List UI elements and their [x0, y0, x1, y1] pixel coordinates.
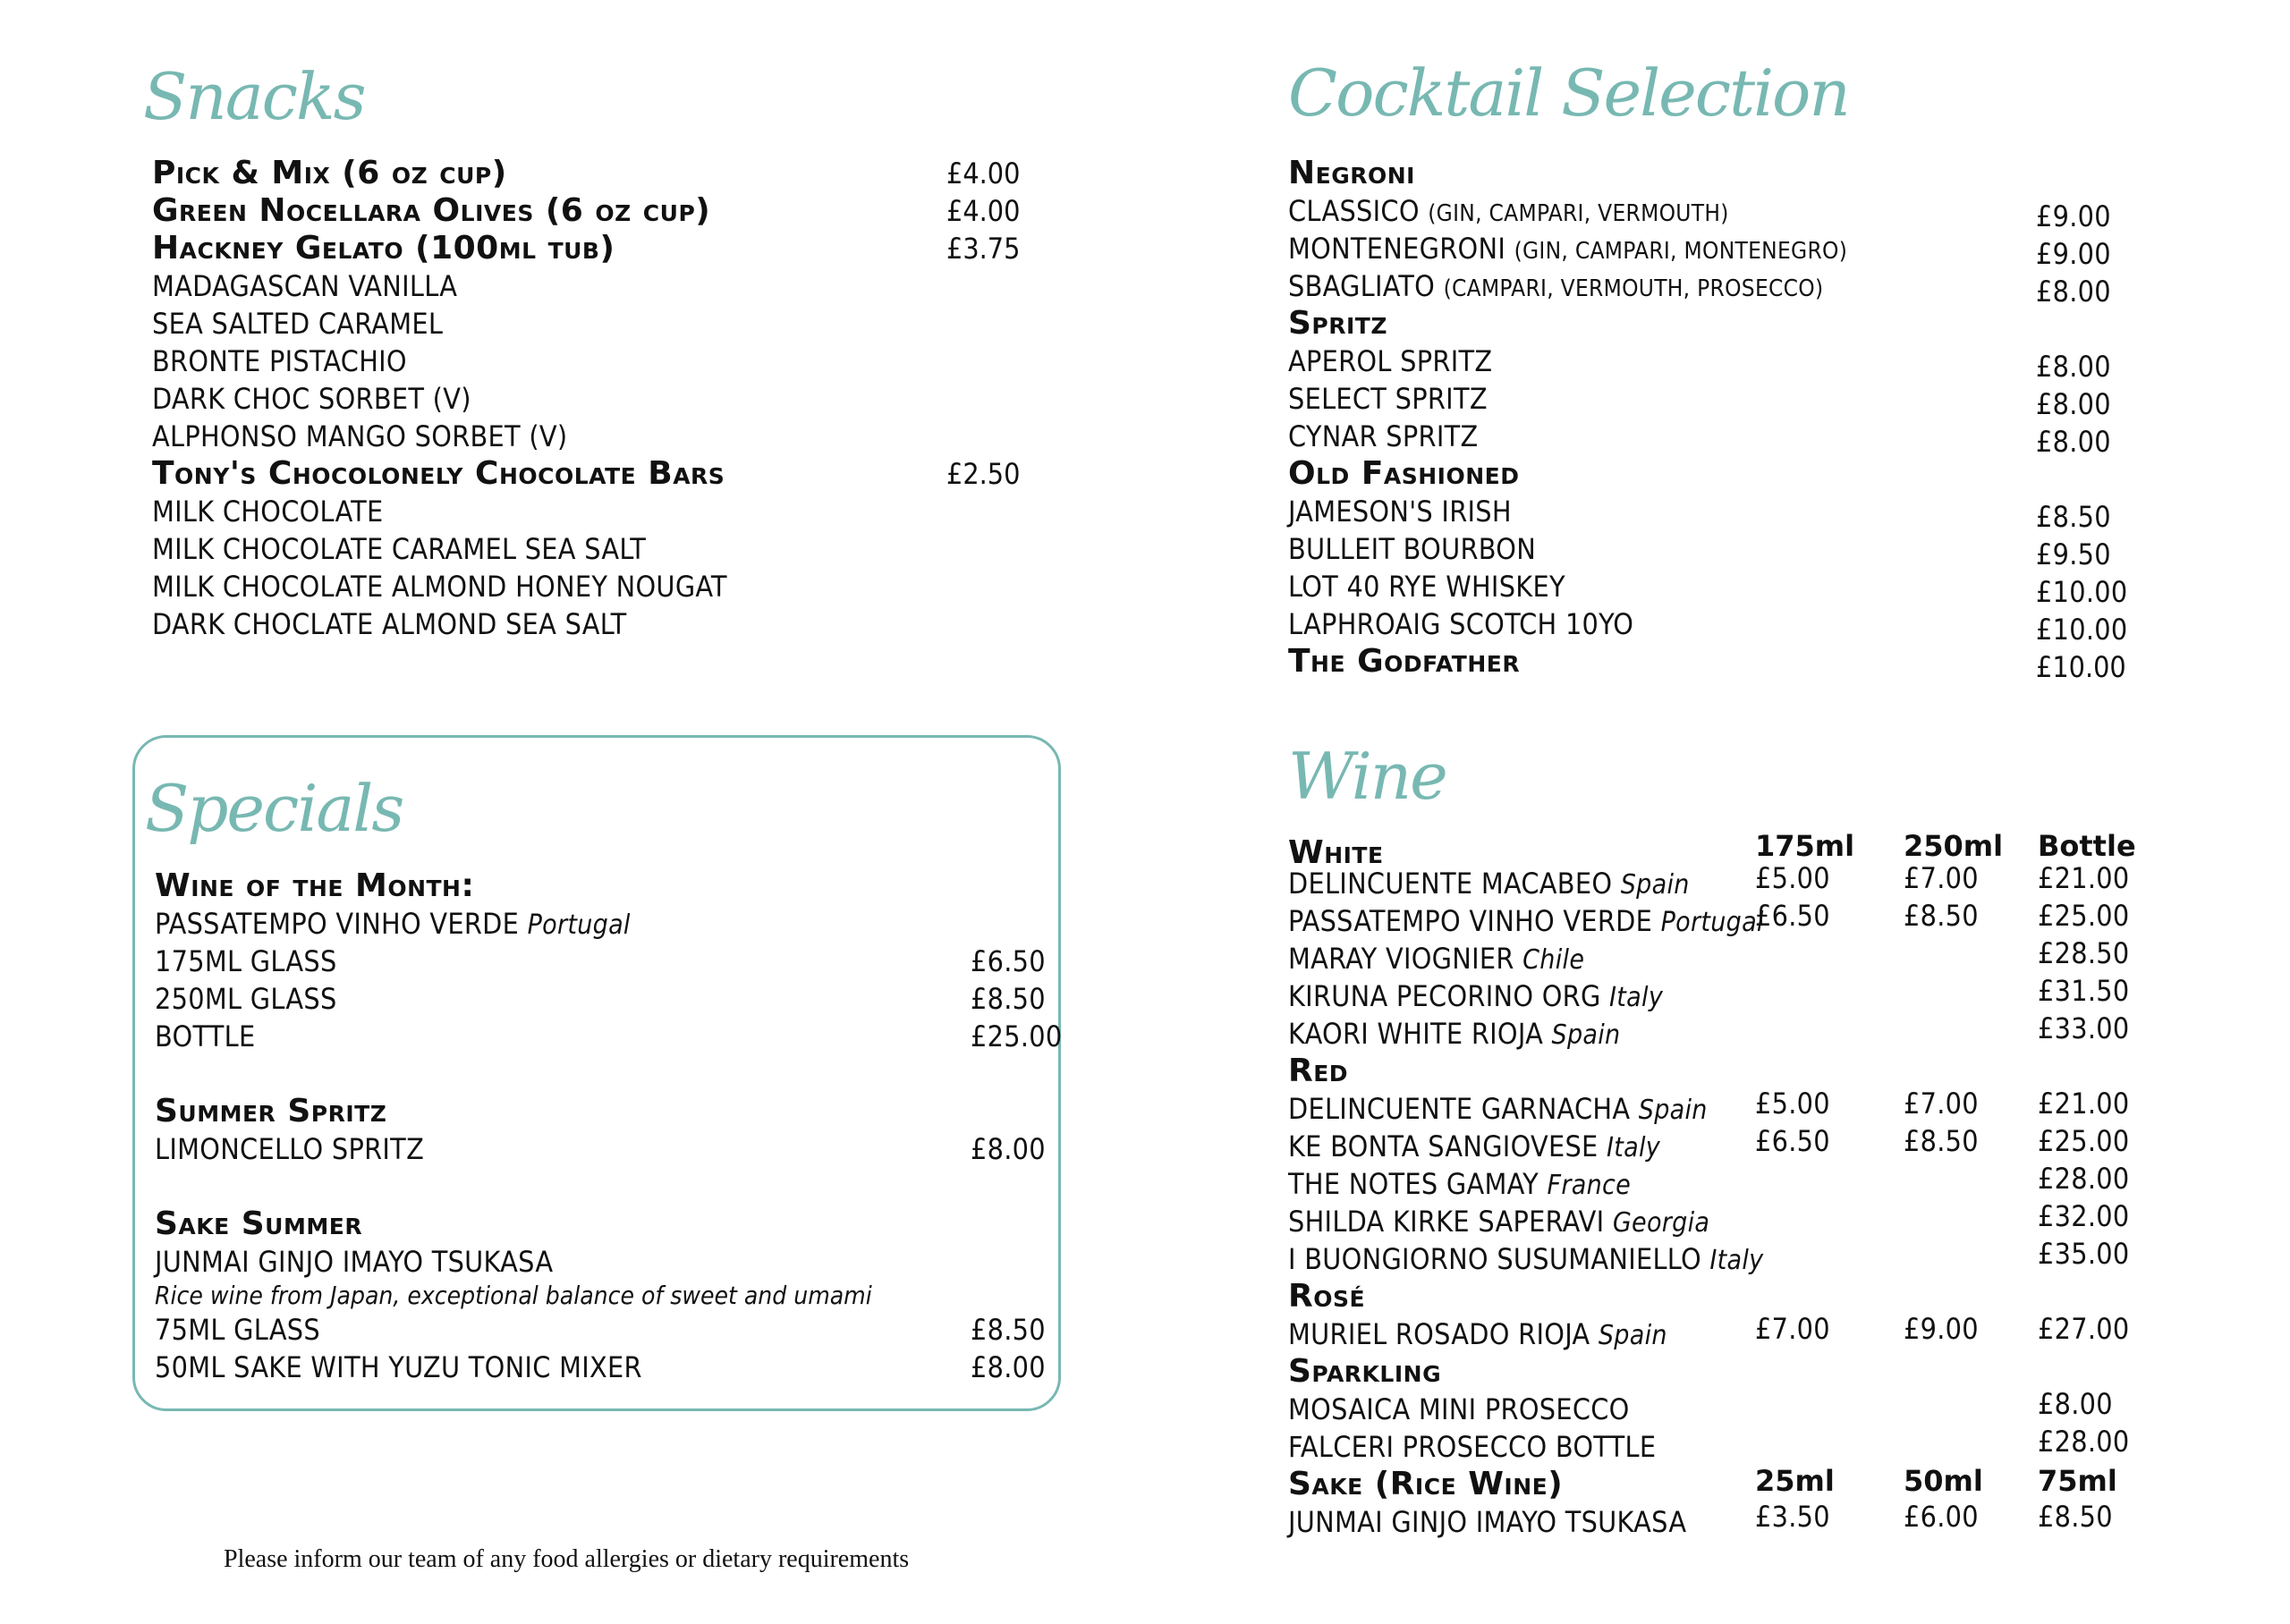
- section-heading: Negroni: [1288, 155, 1415, 191]
- menu-item: [1288, 230, 2272, 271]
- item-name: BULLEIT BOURBON: [1288, 532, 1537, 566]
- price-bottle: £28.00: [2038, 1425, 2130, 1459]
- item-name: APEROL SPRITZ: [1288, 344, 1493, 378]
- item-name: LIMONCELLO SPRITZ: [155, 1132, 425, 1166]
- item-name: Hackney Gelato (100ml tub): [152, 230, 615, 266]
- item-name: 75ML GLASS: [155, 1313, 320, 1347]
- wine-name: MARAY VIOGNIER: [1288, 942, 1514, 976]
- section-heading: Rosé: [1288, 1278, 1366, 1315]
- menu-item: [1288, 568, 2272, 609]
- item-description: (CAMPARI, VERMOUTH, PROSECCO): [1443, 275, 1824, 302]
- wine-name: PASSATEMPO VINHO VERDE: [1288, 904, 1653, 938]
- item-price: £9.00: [2036, 199, 2111, 233]
- item-name: LOT 40 RYE WHISKEY: [1288, 570, 1565, 604]
- menu-item: [1288, 493, 2272, 534]
- item-description: Rice wine from Japan, exceptional balance of sweet and umami: [155, 1281, 872, 1310]
- item-name: 175ML GLASS: [155, 944, 337, 978]
- item-price: £2.50: [946, 457, 1021, 491]
- wine-name: KAORI WHITE RIOJA: [1288, 1017, 1544, 1051]
- price-bottle: £32.00: [2038, 1199, 2130, 1233]
- table-row: [1288, 1011, 2272, 1053]
- price-bottle: £21.00: [2038, 1087, 2130, 1121]
- menu-item: [155, 905, 1049, 943]
- menu-item: [155, 943, 1049, 980]
- item-name: PASSATEMPO VINHO VERDE: [155, 907, 520, 941]
- item-price: £8.50: [971, 1313, 1046, 1347]
- column-header: Bottle: [2038, 829, 2136, 863]
- item-price: £3.75: [946, 232, 1021, 266]
- section-heading: Sake (Rice Wine): [1288, 1466, 1564, 1502]
- wine-list: [1288, 827, 2272, 1541]
- menu-item: [152, 155, 1047, 192]
- list-item: MILK CHOCOLATE: [152, 495, 384, 529]
- item-name: Tony's Chocolonely Chocolate Bars: [152, 455, 725, 492]
- item-price: £8.50: [2036, 500, 2111, 534]
- list-item: MILK CHOCOLATE CARAMEL SEA SALT: [152, 532, 647, 566]
- price-175: £5.00: [1755, 1087, 1830, 1121]
- wine-name: JUNMAI GINJO IMAYO TSUKASA: [1288, 1505, 1687, 1539]
- allergy-notice: Please inform our team of any food allergies or dietary requirements: [224, 1545, 910, 1573]
- price-250: £7.00: [1904, 861, 1979, 895]
- item-name: SELECT SPRITZ: [1288, 382, 1488, 416]
- price-bottle: £28.50: [2038, 936, 2130, 970]
- list-item: SEA SALTED CARAMEL: [152, 307, 444, 341]
- item-name: 250ML GLASS: [155, 982, 337, 1016]
- table-row: [1288, 1425, 2272, 1466]
- price-175: £7.00: [1755, 1312, 1830, 1346]
- menu-item: JUNMAI GINJO IMAYO TSUKASA: [155, 1245, 554, 1279]
- menu-item: [1288, 530, 2272, 571]
- item-name: SBAGLIATO: [1288, 269, 1436, 303]
- menu-item: [1288, 605, 2272, 647]
- item-name: The Godfather: [1288, 643, 1521, 680]
- item-price: £10.00: [2036, 613, 2128, 647]
- item-name: CYNAR SPRITZ: [1288, 419, 1479, 453]
- wine-name: KE BONTA SANGIOVESE: [1288, 1129, 1599, 1163]
- column-header: 75ml: [2038, 1464, 2117, 1498]
- menu-item: [152, 230, 1047, 267]
- price-250: £8.50: [1904, 1124, 1979, 1158]
- price-bottle: £33.00: [2038, 1011, 2130, 1045]
- item-price: £4.00: [946, 194, 1021, 228]
- wine-name: KIRUNA PECORINO ORG: [1288, 979, 1601, 1013]
- price-bottle: £35.00: [2038, 1237, 2130, 1271]
- menu-item: [1288, 380, 2272, 421]
- specials-title: Specials: [145, 771, 403, 846]
- menu-item: [1288, 267, 2272, 309]
- menu-item: [152, 192, 1047, 230]
- wine-name: DELINCUENTE MACABEO: [1288, 867, 1613, 901]
- price-250: £9.00: [1904, 1312, 1979, 1346]
- wine-name: DELINCUENTE GARNACHA: [1288, 1092, 1631, 1126]
- section-heading: Sake Summer: [155, 1205, 363, 1242]
- price-bottle: £21.00: [2038, 861, 2130, 895]
- price-175: £6.50: [1755, 1124, 1830, 1158]
- menu-item: [155, 1130, 1049, 1168]
- item-price: £8.00: [2036, 350, 2111, 384]
- menu-item: [1288, 192, 2272, 233]
- wine-name: SHILDA KIRKE SAPERAVI: [1288, 1205, 1605, 1239]
- wine-name: THE NOTES GAMAY: [1288, 1167, 1539, 1201]
- item-price: £10.00: [2036, 650, 2126, 684]
- price-bottle: £31.50: [2038, 974, 2130, 1008]
- item-name: CLASSICO: [1288, 194, 1420, 228]
- price-250: £8.50: [1904, 899, 1979, 933]
- wine-origin: Spain: [1620, 869, 1690, 901]
- column-header: 50ml: [1904, 1464, 1983, 1498]
- wine-origin: Portugal: [1660, 907, 1764, 938]
- price-250: £7.00: [1904, 1087, 1979, 1121]
- list-item: MILK CHOCOLATE ALMOND HONEY NOUGAT: [152, 570, 727, 604]
- section-heading: Red: [1288, 1053, 1349, 1089]
- table-row: [1288, 1237, 2272, 1278]
- section-heading: White: [1288, 834, 1384, 871]
- wine-origin: Spain: [1551, 1019, 1621, 1051]
- wine-name: MURIEL ROSADO RIOJA: [1288, 1317, 1590, 1351]
- item-price: £9.50: [2036, 537, 2111, 571]
- list-item: BRONTE PISTACHIO: [152, 344, 407, 378]
- item-name: 50ML SAKE WITH YUZU TONIC MIXER: [155, 1350, 642, 1384]
- wine-origin: Italy: [1709, 1245, 1764, 1276]
- column-header: 175ml: [1755, 829, 1855, 863]
- column-header: 25ml: [1755, 1464, 1835, 1498]
- item-price: £8.00: [2036, 387, 2111, 421]
- wine-origin: Georgia: [1612, 1207, 1710, 1239]
- item-name: MONTENEGRONI: [1288, 232, 1506, 266]
- item-price: £10.00: [2036, 575, 2128, 609]
- section-heading: Summer Spritz: [155, 1093, 387, 1129]
- wine-origin: Spain: [1638, 1095, 1708, 1126]
- list-item: DARK CHOCLATE ALMOND SEA SALT: [152, 607, 627, 641]
- item-description: (GIN, CAMPARI, MONTENEGRO): [1514, 238, 1848, 265]
- column-header: 250ml: [1904, 829, 2004, 863]
- table-row: [1288, 1312, 2272, 1353]
- wine-origin: Chile: [1522, 944, 1585, 976]
- wine-origin: France: [1547, 1170, 1632, 1201]
- cocktail-list: [1288, 155, 2272, 684]
- price-bottle: £8.00: [2038, 1387, 2113, 1421]
- price-75: £8.50: [2038, 1500, 2113, 1534]
- price-bottle: £25.00: [2038, 1124, 2130, 1158]
- specials-list: [155, 867, 1063, 1386]
- price-175: £5.00: [1755, 861, 1830, 895]
- list-item: DARK CHOC SORBET (V): [152, 382, 471, 416]
- wine-origin: Italy: [1609, 982, 1664, 1013]
- item-price: £8.00: [971, 1350, 1046, 1384]
- item-price: £8.00: [2036, 275, 2111, 309]
- cocktails-title: Cocktail Selection: [1288, 55, 1849, 131]
- item-price: £8.50: [971, 982, 1046, 1016]
- item-price: £8.00: [2036, 425, 2111, 459]
- item-price: £8.00: [971, 1132, 1046, 1166]
- price-bottle: £27.00: [2038, 1312, 2130, 1346]
- item-description: (GIN, CAMPARI, VERMOUTH): [1428, 200, 1729, 227]
- item-name: JAMESON'S IRISH: [1288, 495, 1512, 529]
- wine-title: Wine: [1288, 739, 1446, 814]
- item-price: £9.00: [2036, 237, 2111, 271]
- wine-name: I BUONGIORNO SUSUMANIELLO: [1288, 1242, 1701, 1276]
- menu-item: [1288, 343, 2272, 384]
- item-name: BOTTLE: [155, 1019, 256, 1053]
- list-item: ALPHONSO MANGO SORBET (V): [152, 419, 568, 453]
- wine-name: MOSAICA MINI PROSECCO: [1288, 1392, 1630, 1426]
- item-price: £6.50: [971, 944, 1046, 978]
- item-name: LAPHROAIG SCOTCH 10YO: [1288, 607, 1634, 641]
- menu-item: [152, 455, 1047, 493]
- price-bottle: £28.00: [2038, 1162, 2130, 1196]
- snacks-title: Snacks: [143, 59, 365, 134]
- wine-origin: Italy: [1606, 1132, 1661, 1163]
- price-25: £3.50: [1755, 1500, 1830, 1534]
- price-bottle: £25.00: [2038, 899, 2130, 933]
- item-name: Pick & Mix (6 oz cup): [152, 155, 507, 191]
- menu-item: [1288, 643, 2272, 684]
- section-heading: Wine of the Month:: [155, 867, 475, 904]
- price-50: £6.00: [1904, 1500, 1979, 1534]
- menu-item: [155, 1311, 1049, 1349]
- section-heading: Old Fashioned: [1288, 455, 1520, 492]
- menu-item: [155, 1018, 1063, 1055]
- item-price: £25.00: [971, 1019, 1063, 1053]
- item-origin: Portugal: [527, 909, 631, 941]
- snacks-list: [152, 155, 1047, 643]
- item-price: £4.00: [946, 156, 1021, 190]
- menu-item: [1288, 418, 2272, 459]
- table-row: [1288, 1500, 2272, 1541]
- list-item: MADAGASCAN VANILLA: [152, 269, 458, 303]
- item-name: Green Nocellara Olives (6 oz cup): [152, 192, 711, 229]
- price-175: £6.50: [1755, 899, 1830, 933]
- menu-item: [155, 980, 1049, 1018]
- wine-origin: Spain: [1598, 1320, 1667, 1351]
- section-heading: Spritz: [1288, 305, 1387, 342]
- wine-name: FALCERI PROSECCO BOTTLE: [1288, 1430, 1657, 1464]
- section-heading: Sparkling: [1288, 1353, 1442, 1390]
- menu-item: [155, 1349, 1049, 1386]
